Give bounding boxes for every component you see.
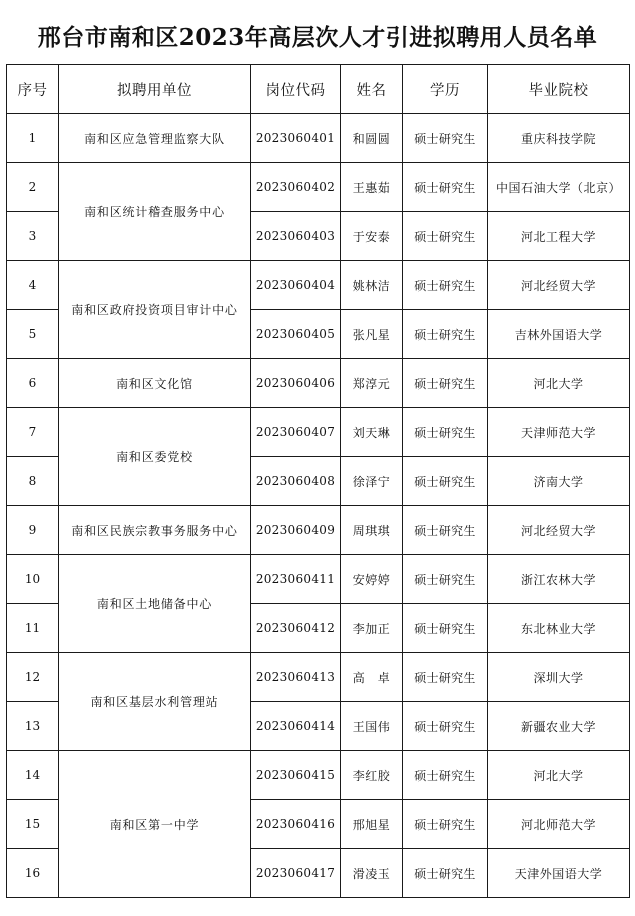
cell-unit: 南和区民族宗教事务服务中心: [59, 506, 251, 555]
cell-degree: 硕士研究生: [403, 653, 488, 702]
table-row: [7, 555, 630, 604]
header-degree: 学历: [403, 65, 488, 114]
cell-degree: 硕士研究生: [403, 408, 488, 457]
cell-unit: 南和区第一中学: [59, 751, 251, 898]
cell-school: 深圳大学: [488, 653, 630, 702]
cell-unit: 南和区文化馆: [59, 359, 251, 408]
cell-degree: 硕士研究生: [403, 163, 488, 212]
cell-code: 2023060409: [251, 506, 341, 555]
cell-degree: 硕士研究生: [403, 849, 488, 898]
cell-seq: 3: [7, 212, 59, 261]
cell-code: 2023060408: [251, 457, 341, 506]
cell-seq: 12: [7, 653, 59, 702]
cell-school: 河北大学: [488, 359, 630, 408]
cell-degree: 硕士研究生: [403, 555, 488, 604]
cell-code: 2023060411: [251, 555, 341, 604]
cell-name: 安婷婷: [341, 555, 403, 604]
table-row: [7, 163, 630, 212]
cell-degree: 硕士研究生: [403, 604, 488, 653]
cell-seq: 8: [7, 457, 59, 506]
cell-name: 滑凌玉: [341, 849, 403, 898]
cell-name: 和圆圆: [341, 114, 403, 163]
cell-degree: 硕士研究生: [403, 359, 488, 408]
header-school: 毕业院校: [488, 65, 630, 114]
cell-unit: 南和区政府投资项目审计中心: [59, 261, 251, 359]
cell-school: 中国石油大学（北京）: [488, 163, 630, 212]
cell-code: 2023060414: [251, 702, 341, 751]
cell-school: 吉林外国语大学: [488, 310, 630, 359]
cell-degree: 硕士研究生: [403, 702, 488, 751]
table-row: [7, 506, 630, 555]
cell-school: 新疆农业大学: [488, 702, 630, 751]
cell-school: 济南大学: [488, 457, 630, 506]
cell-code: 2023060406: [251, 359, 341, 408]
cell-code: 2023060405: [251, 310, 341, 359]
cell-seq: 13: [7, 702, 59, 751]
cell-name: 刘天琳: [341, 408, 403, 457]
cell-seq: 5: [7, 310, 59, 359]
cell-degree: 硕士研究生: [403, 212, 488, 261]
table-header-row: [7, 65, 630, 114]
cell-name: 王国伟: [341, 702, 403, 751]
cell-seq: 14: [7, 751, 59, 800]
cell-school: 东北林业大学: [488, 604, 630, 653]
cell-school: 河北工程大学: [488, 212, 630, 261]
cell-degree: 硕士研究生: [403, 310, 488, 359]
cell-seq: 1: [7, 114, 59, 163]
cell-name: 张凡星: [341, 310, 403, 359]
header-code: 岗位代码: [251, 65, 341, 114]
cell-degree: 硕士研究生: [403, 114, 488, 163]
cell-name: 姚林洁: [341, 261, 403, 310]
cell-unit: 南和区基层水利管理站: [59, 653, 251, 751]
cell-school: 河北经贸大学: [488, 261, 630, 310]
cell-degree: 硕士研究生: [403, 457, 488, 506]
cell-seq: 6: [7, 359, 59, 408]
header-name: 姓名: [341, 65, 403, 114]
cell-code: 2023060413: [251, 653, 341, 702]
cell-seq: 15: [7, 800, 59, 849]
cell-unit: 南和区委党校: [59, 408, 251, 506]
cell-code: 2023060407: [251, 408, 341, 457]
cell-code: 2023060402: [251, 163, 341, 212]
cell-seq: 4: [7, 261, 59, 310]
cell-school: 浙江农林大学: [488, 555, 630, 604]
header-seq: 序号: [7, 65, 59, 114]
cell-unit: 南和区土地储备中心: [59, 555, 251, 653]
cell-degree: 硕士研究生: [403, 800, 488, 849]
cell-name: 邢旭星: [341, 800, 403, 849]
cell-name: 李红胶: [341, 751, 403, 800]
cell-code: 2023060412: [251, 604, 341, 653]
cell-code: 2023060404: [251, 261, 341, 310]
cell-school: 河北师范大学: [488, 800, 630, 849]
cell-seq: 11: [7, 604, 59, 653]
cell-code: 2023060401: [251, 114, 341, 163]
cell-name: 郑淳元: [341, 359, 403, 408]
cell-code: 2023060416: [251, 800, 341, 849]
cell-name: 李加正: [341, 604, 403, 653]
cell-seq: 2: [7, 163, 59, 212]
table-row: [7, 408, 630, 457]
table-row: [7, 114, 630, 163]
cell-school: 河北经贸大学: [488, 506, 630, 555]
cell-name: 徐泽宁: [341, 457, 403, 506]
cell-seq: 7: [7, 408, 59, 457]
cell-seq: 10: [7, 555, 59, 604]
cell-seq: 9: [7, 506, 59, 555]
cell-name: 高 卓: [341, 653, 403, 702]
page-title: 邢台市南和区2023年高层次人才引进拟聘用人员名单: [37, 24, 598, 52]
cell-school: 重庆科技学院: [488, 114, 630, 163]
cell-code: 2023060415: [251, 751, 341, 800]
cell-name: 周琪琪: [341, 506, 403, 555]
cell-school: 天津外国语大学: [488, 849, 630, 898]
table-row: [7, 751, 630, 800]
hiring-roster-table: [6, 64, 630, 898]
cell-degree: 硕士研究生: [403, 261, 488, 310]
cell-name: 于安泰: [341, 212, 403, 261]
table-row: [7, 261, 630, 310]
cell-code: 2023060417: [251, 849, 341, 898]
table-row: [7, 653, 630, 702]
cell-unit: 南和区应急管理监察大队: [59, 114, 251, 163]
cell-code: 2023060403: [251, 212, 341, 261]
cell-degree: 硕士研究生: [403, 751, 488, 800]
cell-school: 天津师范大学: [488, 408, 630, 457]
cell-school: 河北大学: [488, 751, 630, 800]
table-row: [7, 359, 630, 408]
header-unit: 拟聘用单位: [59, 65, 251, 114]
cell-unit: 南和区统计稽查服务中心: [59, 163, 251, 261]
cell-name: 王惠茹: [341, 163, 403, 212]
cell-seq: 16: [7, 849, 59, 898]
cell-degree: 硕士研究生: [403, 506, 488, 555]
